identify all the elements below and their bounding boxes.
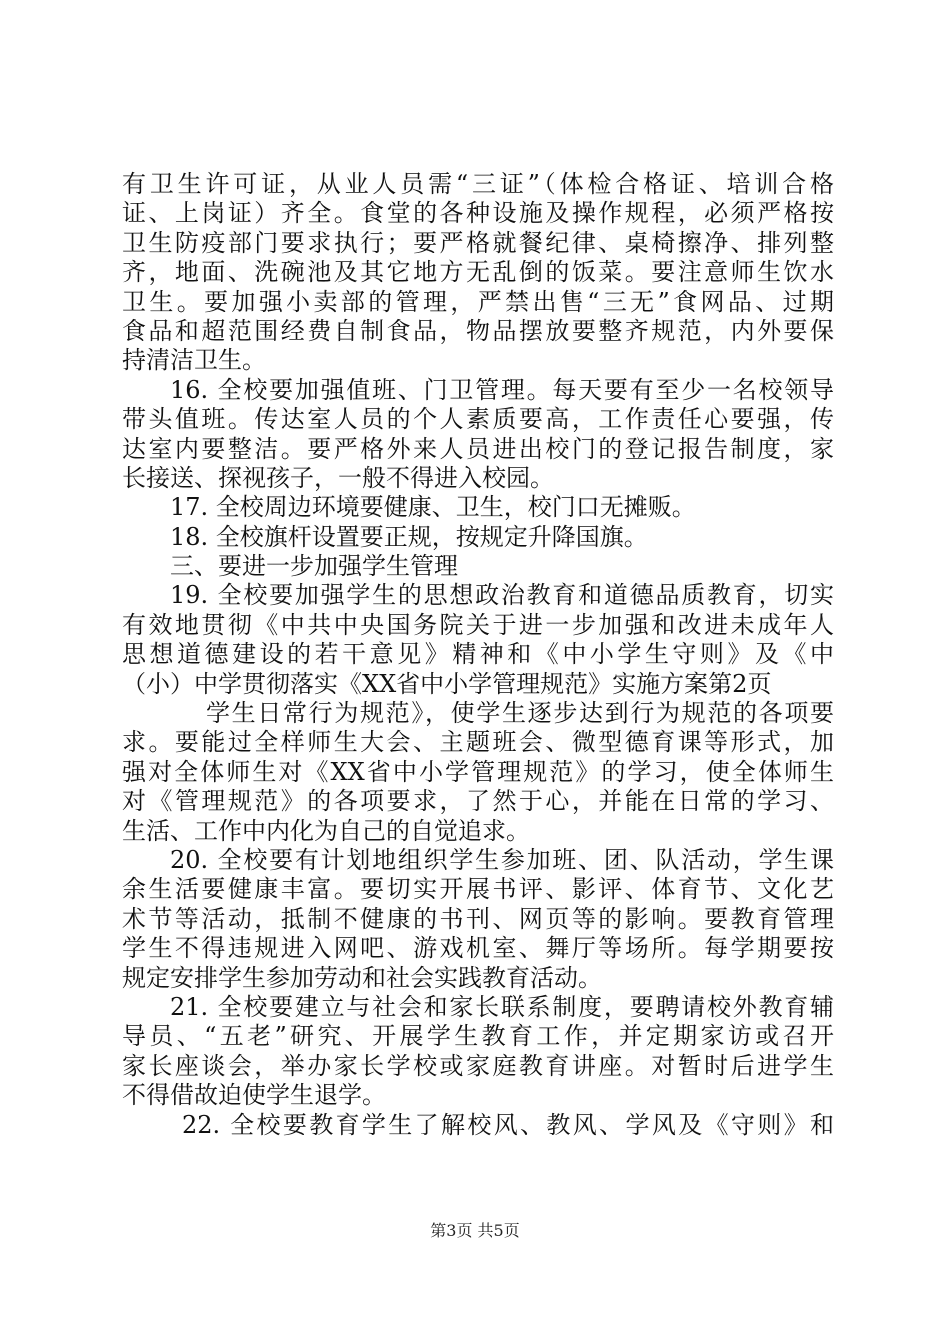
text-line: 对《管理规范》的各项要求，了然于心，并能在日常的学习、 [122,787,834,816]
text-line: 持清洁卫生。 [122,346,266,375]
text-line: 规定安排学生参加劳动和社会实践教育活动。 [122,963,602,992]
text-line: 导员、“五老”研究、开展学生教育工作，并定期家访或召开 [122,1022,834,1051]
text-line: 19. 全校要加强学生的思想政治教育和道德品质教育，切实 [170,581,834,610]
text-line: 思想道德建设的若干意见》精神和《中小学生守则》及《中 [122,640,834,669]
text-line: 卫生。要加强小卖部的管理，严禁出售“三无”食网品、过期 [122,287,834,316]
text-line: 术节等活动，抵制不健康的书刊、网页等的影响。要教育管理 [122,904,834,933]
text-line: 三、要进一步加强学生管理 [170,552,458,581]
text-line: 18. 全校旗杆设置要正规，按规定升降国旗。 [170,522,648,551]
text-line: 达室内要整洁。要严格外来人员进出校门的登记报告制度，家 [122,434,834,463]
text-line: 家长座谈会，举办家长学校或家庭教育讲座。对暂时后进学生 [122,1051,834,1080]
text-line: 证、上岗证）齐全。食堂的各种设施及操作规程，必须严格按 [122,199,834,228]
page-footer: 第3页 共5页 [430,1221,520,1240]
text-line: 求。要能过全样师生大会、主题班会、微型德育课等形式，加 [122,728,834,757]
text-line: 有效地贯彻《中共中央国务院关于进一步加强和改进未成年人 [122,610,834,639]
text-line: 16. 全校要加强值班、门卫管理。每天要有至少一名校领导 [170,375,834,404]
text-line: 长接送、探视孩子，一般不得进入校园。 [122,463,554,492]
text-line: 齐，地面、洗碗池及其它地方无乱倒的饭菜。要注意师生饮水 [122,258,834,287]
text-line: 食品和超范围经费自制食品，物品摆放要整齐规范，内外要保 [122,316,834,345]
document-body [122,170,834,1140]
text-line: 不得借故迫使学生退学。 [122,1081,386,1110]
text-line: 强对全体师生对《XX省中小学管理规范》的学习，使全体师生 [122,757,834,786]
text-line: 有卫生许可证，从业人员需“三证”（体检合格证、培训合格 [122,170,834,198]
text-line: 17. 全校周边环境要健康、卫生，校门口无摊贩。 [170,493,696,522]
text-line: 余生活要健康丰富。要切实开展书评、影评、体育节、文化艺 [122,875,834,904]
text-line: （小）中学贯彻落实《XX省中小学管理规范》实施方案第2页 [122,669,772,698]
text-line: 学生不得违规进入网吧、游戏机室、舞厅等场所。每学期要按 [122,934,834,963]
text-line: 卫生防疫部门要求执行；要严格就餐纪律、桌椅擦净、排列整 [122,228,834,257]
text-line: 带头值班。传达室人员的个人素质要高，工作责任心要强，传 [122,405,834,434]
text-line: 22. 全校要教育学生了解校风、教风、学风及《守则》和 [182,1110,834,1139]
text-line: 21. 全校要建立与社会和家长联系制度，要聘请校外教育辅 [170,992,834,1021]
text-line: 20. 全校要有计划地组织学生参加班、团、队活动，学生课 [170,845,834,874]
text-line: 学生日常行为规范》，使学生逐步达到行为规范的各项要 [206,699,834,728]
text-line: 生活、工作中内化为自己的自觉追求。 [122,816,530,845]
